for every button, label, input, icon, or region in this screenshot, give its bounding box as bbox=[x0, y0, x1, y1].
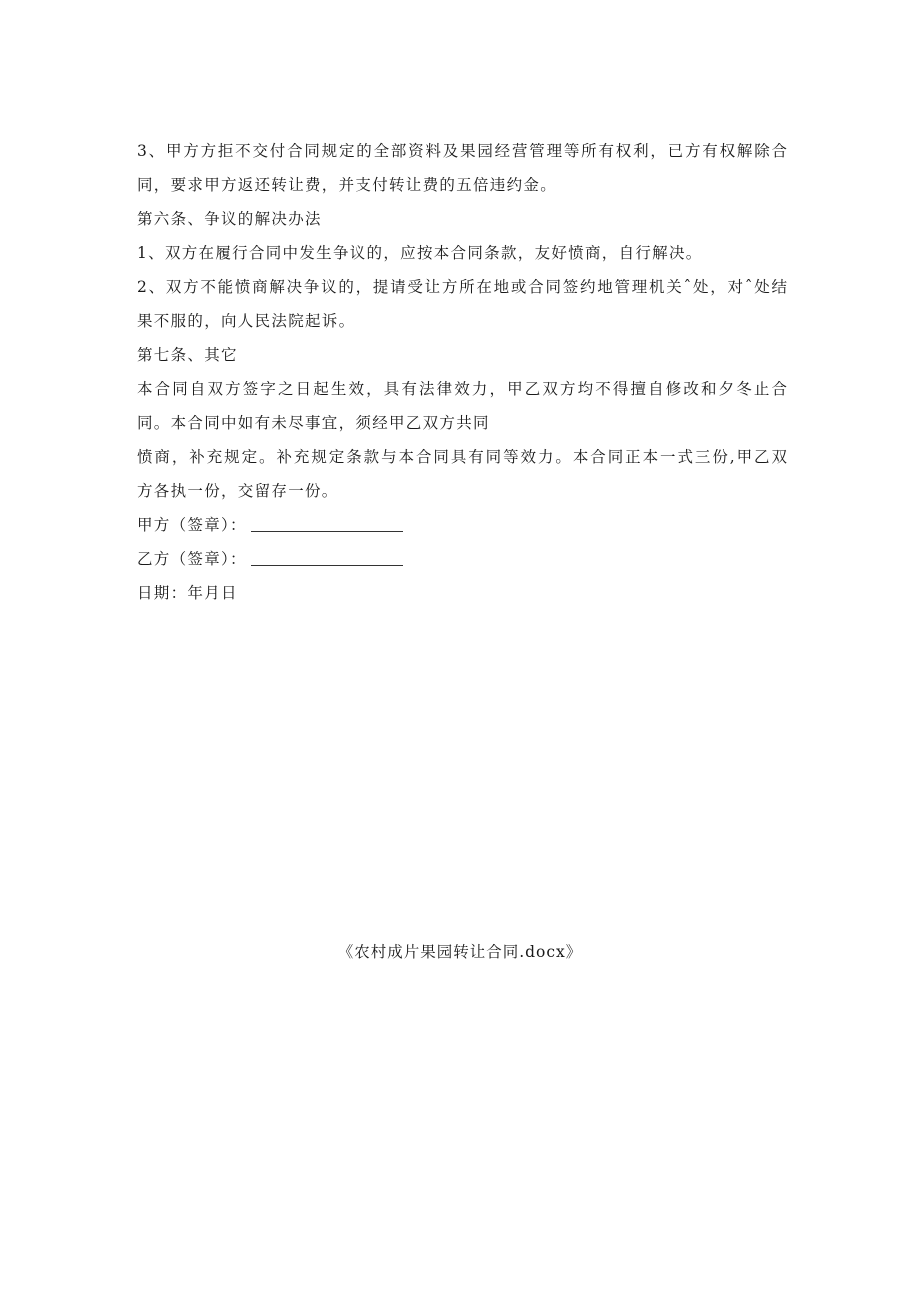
article-7-heading: 第七条、其它 bbox=[137, 346, 238, 364]
signature-party-a bbox=[137, 508, 787, 542]
article-6-item-1: 1、双方在履行合同中发生争议的，应按本合同条款，友好愤商，自行解决。 bbox=[137, 244, 703, 262]
article-6-heading: 第六条、争议的解决办法 bbox=[137, 210, 322, 228]
signature-party-a-blank bbox=[251, 530, 403, 532]
date-line: 日期：年月日 bbox=[137, 584, 238, 602]
signature-party-b-blank bbox=[251, 564, 403, 566]
footer-filename: 《农村成片果园转让合同.docx》 bbox=[337, 943, 583, 961]
article-7-text-line-4: 方各执一份，交留存一份。 bbox=[137, 482, 339, 500]
signature-party-a-label: 甲方（签章）： bbox=[137, 516, 247, 534]
clause-3-line-1: 3、甲方方拒不交付合同规定的全部资料及果园经营管理等所有权利，已方有权解除合 bbox=[137, 142, 787, 160]
signature-party-b bbox=[137, 542, 787, 576]
article-6-item-2-line-2: 果不服的，向人民法院起诉。 bbox=[137, 312, 356, 330]
document-body bbox=[137, 134, 787, 610]
signature-party-b-label: 乙方（签章）： bbox=[137, 550, 247, 568]
article-7-text-line-1: 本合同自双方签字之日起生效，具有法律效力，甲乙双方均不得擅自修改和夕冬止合 bbox=[137, 380, 787, 398]
clause-3-line-2: 同，要求甲方返还转让费，并支付转让费的五倍违约金。 bbox=[137, 176, 558, 194]
article-7-text-line-3: 愤商，补充规定。补充规定条款与本合同具有同等效力。本合同正本一式三份,甲乙双 bbox=[137, 448, 787, 466]
article-6-item-2-line-1: 2、双方不能愤商解决争议的，提请受让方所在地或合同签约地管理机关ˆ处，对ˆ处结 bbox=[137, 278, 787, 296]
article-7-text-line-2: 同。本合同中如有未尽事宜，须经甲乙双方共同 bbox=[137, 414, 490, 432]
